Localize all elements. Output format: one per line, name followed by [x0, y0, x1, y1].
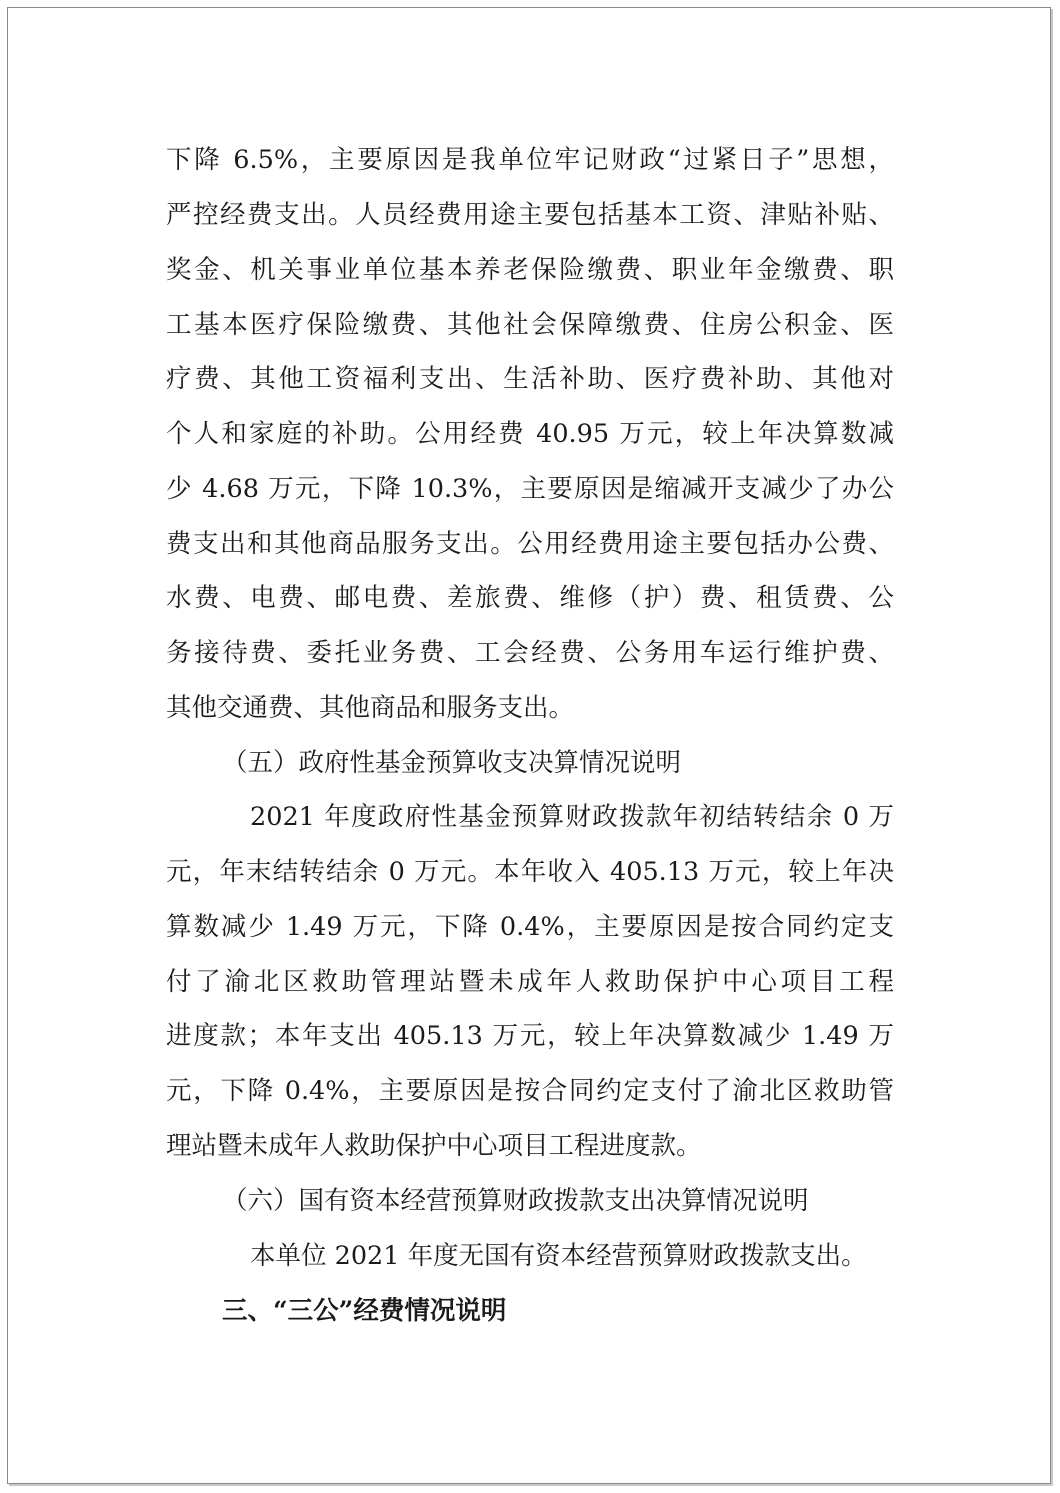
body-text-line: 严控经费支出。人员经费用途主要包括基本工资、津贴补贴、 — [166, 200, 894, 230]
section-heading-3: 三、“三公”经费情况说明 — [222, 1296, 507, 1326]
body-text-line: 下降 6.5%，主要原因是我单位牢记财政“过紧日子”思想， — [166, 145, 894, 175]
body-text-line: 进度款；本年支出 405.13 万元，较上年决算数减少 1.49 万 — [166, 1021, 894, 1051]
body-text-line: 水费、电费、邮电费、差旅费、维修（护）费、租赁费、公 — [166, 583, 894, 613]
body-text-line: 本单位 2021 年度无国有资本经营预算财政拨款支出。 — [250, 1241, 867, 1271]
body-text-line: 费支出和其他商品服务支出。公用经费用途主要包括办公费、 — [166, 529, 894, 559]
body-text-line: 元，年末结转结余 0 万元。本年收入 405.13 万元，较上年决 — [166, 857, 894, 887]
body-text-line: 元，下降 0.4%，主要原因是按合同约定支付了渝北区救助管 — [166, 1076, 894, 1106]
body-text-line: 工基本医疗保险缴费、其他社会保障缴费、住房公积金、医 — [166, 310, 894, 340]
body-text-line: 2021 年度政府性基金预算财政拨款年初结转结余 0 万 — [250, 802, 894, 832]
body-text-line: 少 4.68 万元，下降 10.3%，主要原因是缩减开支减少了办公 — [166, 474, 894, 504]
body-text-line: 付了渝北区救助管理站暨未成年人救助保护中心项目工程 — [166, 967, 894, 997]
body-text-line: 疗费、其他工资福利支出、生活补助、医疗费补助、其他对 — [166, 364, 894, 394]
subsection-heading-6: （六）国有资本经营预算财政拨款支出决算情况说明 — [222, 1186, 809, 1216]
body-text-line: 其他交通费、其他商品和服务支出。 — [166, 693, 575, 723]
subsection-heading-5: （五）政府性基金预算收支决算情况说明 — [222, 748, 682, 778]
body-text-line: 算数减少 1.49 万元，下降 0.4%，主要原因是按合同约定支 — [166, 912, 894, 942]
body-text-line: 奖金、机关事业单位基本养老保险缴费、职业年金缴费、职 — [166, 255, 894, 285]
body-text-line: 务接待费、委托业务费、工会经费、公务用车运行维护费、 — [166, 638, 894, 668]
body-text-line: 理站暨未成年人救助保护中心项目工程进度款。 — [166, 1131, 702, 1161]
body-text-line: 个人和家庭的补助。公用经费 40.95 万元，较上年决算数减 — [166, 419, 894, 449]
